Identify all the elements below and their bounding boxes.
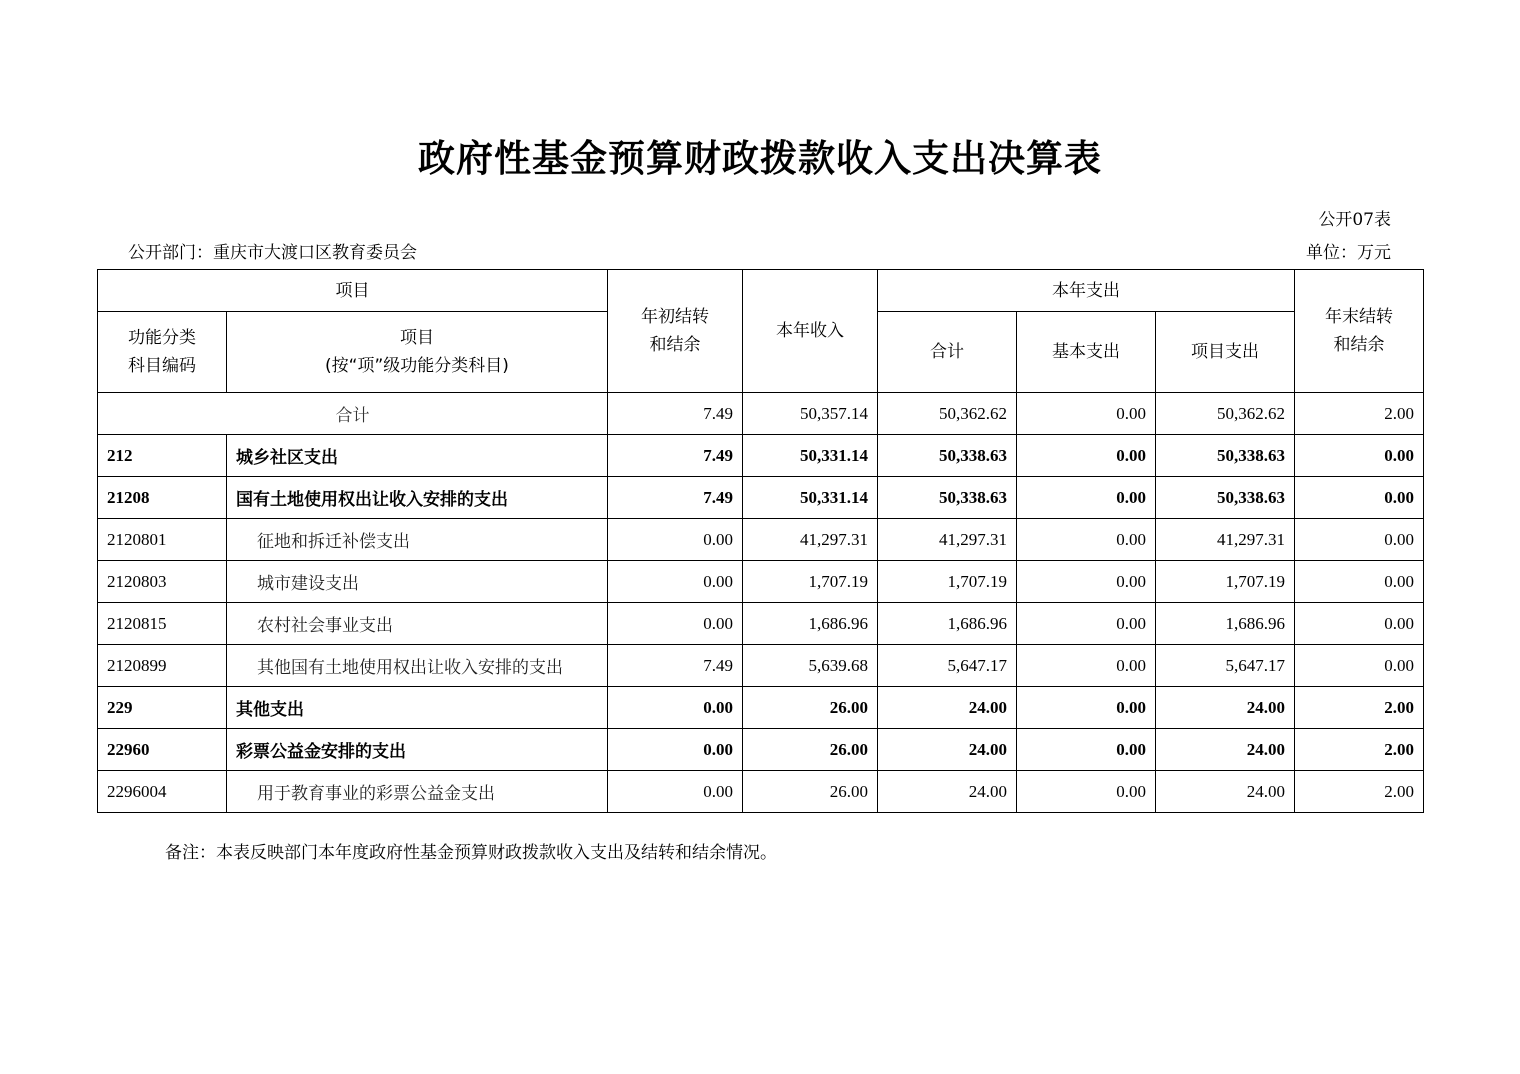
row-opening: 0.00 bbox=[608, 603, 743, 645]
row-expense: 24.00 bbox=[878, 687, 1017, 729]
row-basic: 0.00 bbox=[1017, 687, 1156, 729]
row-expense: 50,338.63 bbox=[878, 477, 1017, 519]
table-row bbox=[98, 687, 1424, 729]
row-project: 24.00 bbox=[1156, 687, 1295, 729]
page-title: 政府性基金预算财政拨款收入支出决算表 bbox=[418, 137, 1102, 180]
row-name: 城乡社区支出 bbox=[227, 435, 608, 477]
table-row bbox=[98, 771, 1424, 813]
row-project: 1,686.96 bbox=[1156, 603, 1295, 645]
row-project: 24.00 bbox=[1156, 771, 1295, 813]
row-income: 50,331.14 bbox=[743, 435, 878, 477]
table-row bbox=[98, 645, 1424, 687]
row-income: 26.00 bbox=[743, 771, 878, 813]
row-income: 1,707.19 bbox=[743, 561, 878, 603]
row-closing: 2.00 bbox=[1295, 729, 1424, 771]
row-basic: 0.00 bbox=[1017, 729, 1156, 771]
row-income: 26.00 bbox=[743, 687, 878, 729]
row-name: 城市建设支出 bbox=[227, 561, 608, 603]
row-expense: 24.00 bbox=[878, 771, 1017, 813]
row-opening: 0.00 bbox=[608, 729, 743, 771]
row-closing: 0.00 bbox=[1295, 435, 1424, 477]
total-income: 50,357.14 bbox=[743, 393, 878, 435]
row-code: 22960 bbox=[98, 729, 227, 771]
row-name: 国有土地使用权出让收入安排的支出 bbox=[227, 477, 608, 519]
table-row bbox=[98, 477, 1424, 519]
row-opening: 0.00 bbox=[608, 771, 743, 813]
total-opening: 7.49 bbox=[608, 393, 743, 435]
row-closing: 0.00 bbox=[1295, 561, 1424, 603]
total-closing: 2.00 bbox=[1295, 393, 1424, 435]
header-total: 合计 bbox=[878, 312, 1017, 393]
row-project: 41,297.31 bbox=[1156, 519, 1295, 561]
total-project: 50,362.62 bbox=[1156, 393, 1295, 435]
row-name: 其他支出 bbox=[227, 687, 608, 729]
header-item-sub: (按“项”级功能分类科目) bbox=[325, 356, 509, 376]
row-income: 5,639.68 bbox=[743, 645, 878, 687]
row-opening: 7.49 bbox=[608, 645, 743, 687]
row-project: 24.00 bbox=[1156, 729, 1295, 771]
row-income: 1,686.96 bbox=[743, 603, 878, 645]
row-expense: 1,707.19 bbox=[878, 561, 1017, 603]
row-expense: 50,338.63 bbox=[878, 435, 1017, 477]
header-item bbox=[227, 312, 608, 393]
total-basic: 0.00 bbox=[1017, 393, 1156, 435]
row-code: 2120899 bbox=[98, 645, 227, 687]
header-item-label: 项目 bbox=[400, 328, 434, 348]
row-code: 2296004 bbox=[98, 771, 227, 813]
header-income: 本年收入 bbox=[743, 270, 878, 393]
row-expense: 41,297.31 bbox=[878, 519, 1017, 561]
row-code: 229 bbox=[98, 687, 227, 729]
row-opening: 0.00 bbox=[608, 687, 743, 729]
table-row bbox=[98, 729, 1424, 771]
row-income: 26.00 bbox=[743, 729, 878, 771]
unit-label: 单位：万元 bbox=[1306, 243, 1391, 263]
row-opening: 0.00 bbox=[608, 561, 743, 603]
table-row bbox=[98, 603, 1424, 645]
row-basic: 0.00 bbox=[1017, 435, 1156, 477]
department-label: 公开部门：重庆市大渡口区教育委员会 bbox=[128, 243, 417, 263]
row-code: 212 bbox=[98, 435, 227, 477]
row-basic: 0.00 bbox=[1017, 771, 1156, 813]
header-project: 项目支出 bbox=[1156, 312, 1295, 393]
row-basic: 0.00 bbox=[1017, 477, 1156, 519]
table-row bbox=[98, 561, 1424, 603]
row-project: 50,338.63 bbox=[1156, 477, 1295, 519]
row-income: 50,331.14 bbox=[743, 477, 878, 519]
table-row bbox=[98, 435, 1424, 477]
header-closing-balance: 年末结转和结余 bbox=[1295, 270, 1424, 393]
row-code: 2120803 bbox=[98, 561, 227, 603]
row-basic: 0.00 bbox=[1017, 561, 1156, 603]
row-closing: 0.00 bbox=[1295, 645, 1424, 687]
row-project: 5,647.17 bbox=[1156, 645, 1295, 687]
row-opening: 7.49 bbox=[608, 477, 743, 519]
header-basic: 基本支出 bbox=[1017, 312, 1156, 393]
footnote: 备注：本表反映部门本年度政府性基金预算财政拨款收入支出及结转和结余情况。 bbox=[165, 843, 777, 863]
row-name: 用于教育事业的彩票公益金支出 bbox=[227, 771, 608, 813]
row-closing: 2.00 bbox=[1295, 771, 1424, 813]
row-name: 其他国有土地使用权出让收入安排的支出 bbox=[227, 645, 608, 687]
header-func-code: 功能分类科目编码 bbox=[98, 312, 227, 393]
row-name: 征地和拆迁补偿支出 bbox=[227, 519, 608, 561]
total-label: 合计 bbox=[98, 393, 608, 435]
header-item-group: 项目 bbox=[98, 270, 608, 312]
row-closing: 0.00 bbox=[1295, 603, 1424, 645]
row-closing: 2.00 bbox=[1295, 687, 1424, 729]
row-opening: 7.49 bbox=[608, 435, 743, 477]
row-name: 农村社会事业支出 bbox=[227, 603, 608, 645]
row-code: 2120815 bbox=[98, 603, 227, 645]
row-closing: 0.00 bbox=[1295, 519, 1424, 561]
row-closing: 0.00 bbox=[1295, 477, 1424, 519]
row-code: 21208 bbox=[98, 477, 227, 519]
row-basic: 0.00 bbox=[1017, 603, 1156, 645]
table-row bbox=[98, 519, 1424, 561]
row-project: 50,338.63 bbox=[1156, 435, 1295, 477]
header-expense-group: 本年支出 bbox=[878, 270, 1295, 312]
row-income: 41,297.31 bbox=[743, 519, 878, 561]
row-project: 1,707.19 bbox=[1156, 561, 1295, 603]
row-expense: 1,686.96 bbox=[878, 603, 1017, 645]
row-code: 2120801 bbox=[98, 519, 227, 561]
row-basic: 0.00 bbox=[1017, 519, 1156, 561]
table-code: 公开07表 bbox=[1318, 210, 1391, 230]
row-expense: 24.00 bbox=[878, 729, 1017, 771]
row-name: 彩票公益金安排的支出 bbox=[227, 729, 608, 771]
row-expense: 5,647.17 bbox=[878, 645, 1017, 687]
row-basic: 0.00 bbox=[1017, 645, 1156, 687]
header-opening-balance: 年初结转和结余 bbox=[608, 270, 743, 393]
budget-table bbox=[97, 269, 1424, 813]
total-row bbox=[98, 393, 1424, 435]
row-opening: 0.00 bbox=[608, 519, 743, 561]
total-expense: 50,362.62 bbox=[878, 393, 1017, 435]
